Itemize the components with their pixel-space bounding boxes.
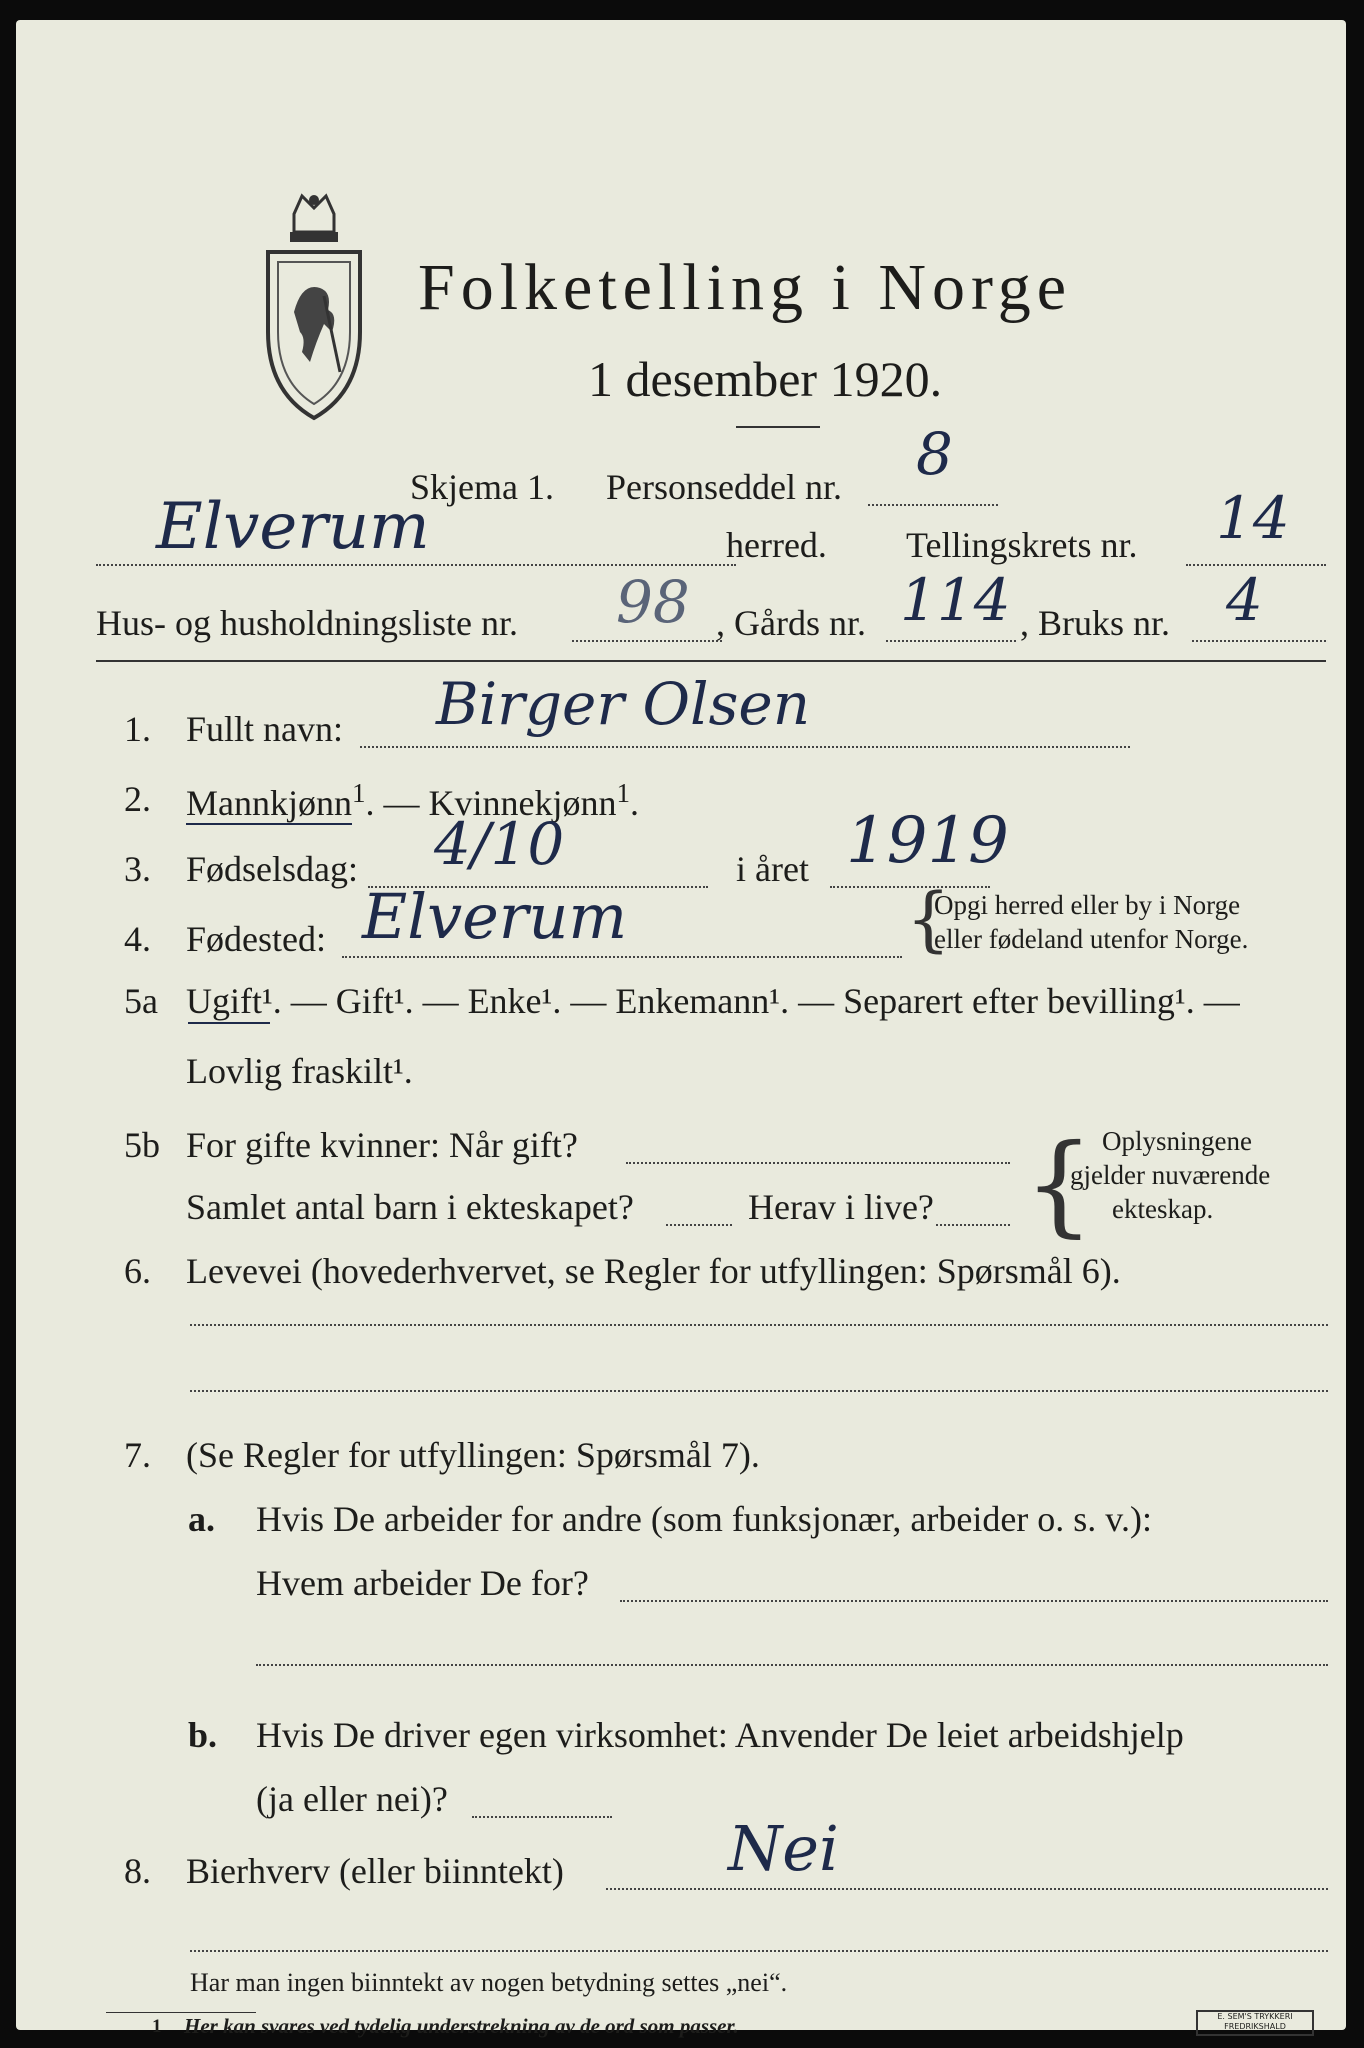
q7b-line2: (ja eller nei)?	[256, 1779, 448, 1819]
gards-value[interactable]: 114	[900, 566, 1011, 634]
q7a-employer-line[interactable]	[620, 1600, 1328, 1602]
q7b-line1: Hvis De driver egen virksomhet: Anvender De leiet arbeidshjelp	[256, 1715, 1184, 1755]
q4-number: 4.	[124, 919, 151, 959]
tellingskrets-value[interactable]: 14	[1216, 484, 1290, 552]
q8-number: 8.	[124, 1851, 151, 1891]
q7b-letter: b.	[188, 1715, 218, 1755]
footnote-mark: 1	[152, 2016, 162, 2037]
norway-coat-of-arms-icon	[254, 192, 374, 422]
footer-note: Har man ingen biinntekt av nogen betydning settes „nei“.	[190, 1968, 788, 1997]
q5b-alive-line	[936, 1224, 1010, 1226]
q6-label: Levevei (hovederhvervet, se Regler for utfyllingen: Spørsmål 6).	[186, 1251, 1121, 1291]
full-name-value[interactable]: Birger Olsen	[436, 670, 811, 738]
q5b-brace: {	[1024, 1120, 1094, 1248]
personseddel-value[interactable]: 8	[916, 420, 953, 488]
personseddel-label: Personseddel nr.	[606, 467, 842, 507]
q1-label: Fullt navn:	[186, 709, 344, 749]
title-divider	[736, 426, 820, 428]
q1-number: 1.	[124, 709, 151, 749]
form-title: Folketelling i Norge	[418, 251, 1073, 324]
q8-label: Bierhverv (eller biinntekt)	[186, 1851, 564, 1891]
q5b-children-line	[666, 1224, 732, 1226]
gards-label: , Gårds nr.	[716, 603, 866, 643]
q2-number: 2.	[124, 779, 151, 819]
tellingskrets-label: Tellingskrets nr.	[906, 525, 1138, 565]
q7a-line2: Hvem arbeider De for?	[256, 1563, 589, 1603]
secondary-income-value[interactable]: Nei	[728, 1812, 839, 1885]
q6-line-1[interactable]	[190, 1324, 1328, 1326]
birthdate-value[interactable]: 4/10	[434, 810, 565, 878]
female-option[interactable]: Kvinnekjønn	[428, 783, 617, 823]
q7b-answer-line[interactable]	[472, 1816, 612, 1818]
marital-options-2[interactable]: Lovlig fraskilt¹.	[186, 1051, 413, 1091]
herred-value[interactable]: Elverum	[156, 490, 430, 564]
herred-label: herred.	[726, 525, 827, 565]
header-separator	[96, 660, 1326, 662]
husholdningsliste-value[interactable]: 98	[616, 568, 690, 636]
q6-line-2[interactable]	[190, 1390, 1328, 1392]
q5b-married-label: For gifte kvinner: Når gift?	[186, 1125, 578, 1165]
q4-line	[342, 956, 902, 958]
year-label: i året	[736, 849, 809, 889]
q3-number: 3.	[124, 849, 151, 889]
skjema-label: Skjema 1.	[410, 467, 554, 507]
q4-brace: {	[906, 878, 951, 960]
printer-stamp: E. SEM'S TRYKKERI FREDRIKSHALD	[1196, 2010, 1314, 2036]
gender-options: Mannkjønn$^1$. — Kvinnekjønn$^1$.	[186, 778, 639, 823]
birthplace-value[interactable]: Elverum	[362, 880, 628, 953]
q4-label: Fødested:	[186, 919, 326, 959]
q1-line	[360, 746, 1130, 748]
footnote-rule	[106, 2012, 256, 2013]
q5a-number: 5a	[124, 981, 158, 1021]
personseddel-line	[868, 504, 998, 506]
ugift-underline	[188, 1022, 270, 1024]
q5b-children-label: Samlet antal barn i ekteskapet?	[186, 1187, 634, 1227]
marital-options[interactable]: Ugift¹. — Gift¹. — Enke¹. — Enkemann¹. — Separert efter bevilling¹. —	[186, 981, 1240, 1021]
bruks-line	[1192, 640, 1326, 642]
q7a-letter: a.	[188, 1499, 215, 1539]
husholdningsliste-line	[572, 640, 722, 642]
q6-number: 6.	[124, 1251, 151, 1291]
footnote-text: Her kan svares ved tydelig understrekning av de ord som passer.	[184, 2014, 739, 2038]
male-option[interactable]: Mannkjønn	[186, 783, 352, 823]
q5b-married-line	[626, 1162, 1010, 1164]
q7a-line1: Hvis De arbeider for andre (som funksjonær, arbeider o. s. v.):	[256, 1499, 1152, 1539]
q5b-alive-label: Herav i live?	[748, 1187, 934, 1227]
q7a-employer-line-2[interactable]	[256, 1664, 1328, 1666]
census-date: 1 desember 1920.	[588, 351, 943, 407]
q8-line-2[interactable]	[190, 1950, 1328, 1952]
q4-note-2: eller fødeland utenfor Norge.	[934, 924, 1249, 954]
bruks-value[interactable]: 4	[1226, 566, 1263, 634]
q5b-number: 5b	[124, 1125, 160, 1165]
gards-line	[886, 640, 1016, 642]
q4-note-1: Opgi herred eller by i Norge	[934, 890, 1241, 920]
bruks-label: , Bruks nr.	[1020, 603, 1171, 643]
q5b-note-2: gjelder nuværende	[1070, 1160, 1271, 1190]
herred-line	[96, 564, 736, 566]
q3-label: Fødselsdag:	[186, 849, 359, 889]
husholdningsliste-label: Hus- og husholdningsliste nr.	[96, 603, 519, 643]
birthyear-value[interactable]: 1919	[846, 804, 1009, 878]
q8-line	[606, 1888, 1328, 1890]
q7-label: (Se Regler for utfyllingen: Spørsmål 7).	[186, 1435, 760, 1475]
census-form-page	[16, 20, 1346, 2038]
q5b-note-1: Oplysningene	[1102, 1126, 1252, 1156]
q7-number: 7.	[124, 1435, 151, 1475]
q5b-note-3: ekteskap.	[1112, 1194, 1214, 1224]
